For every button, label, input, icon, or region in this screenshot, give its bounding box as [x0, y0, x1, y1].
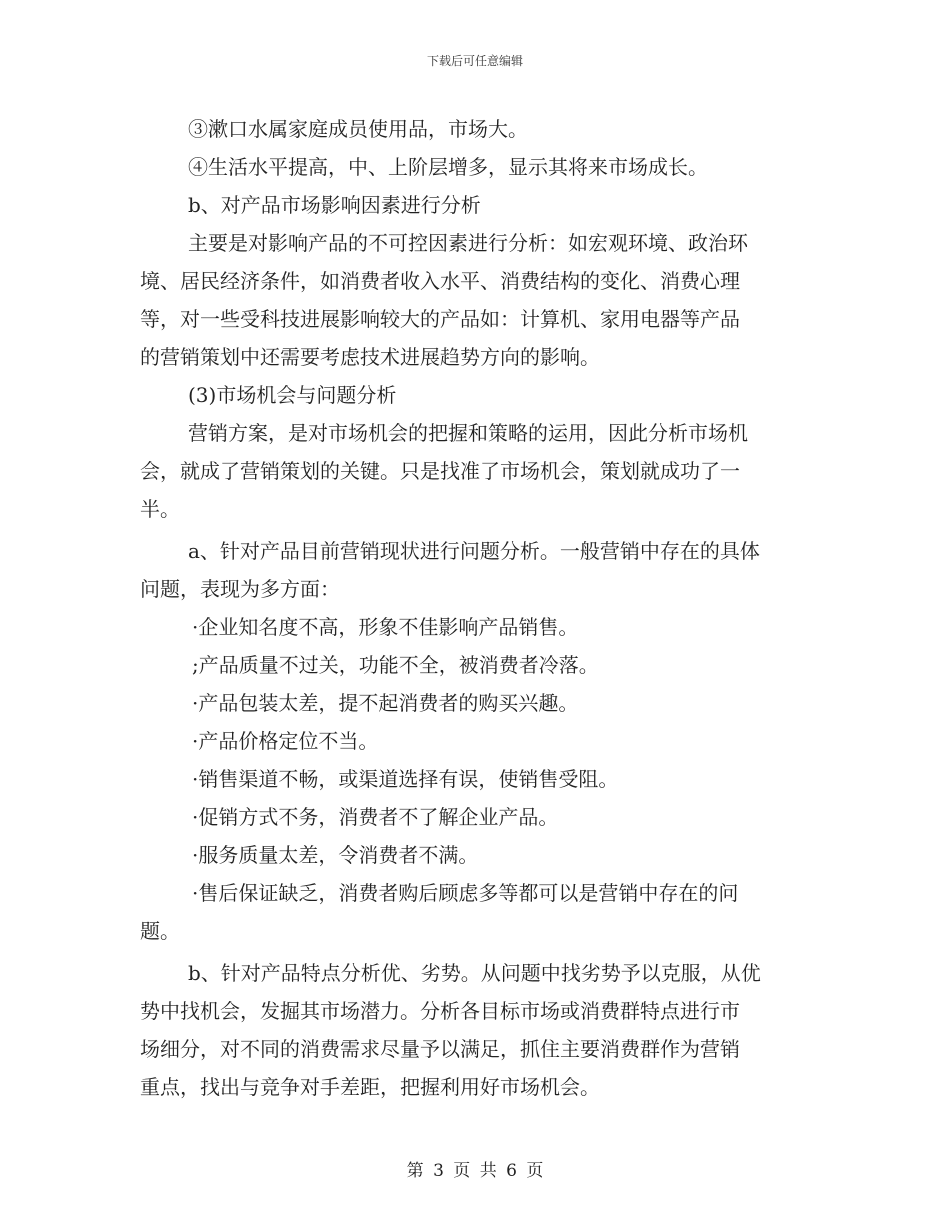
paragraph-line: 的营销策划中还需要考虑技术进展趋势方向的影响。 [140, 345, 600, 369]
list-item: ·企业知名度不高，形象不佳影响产品销售。 [192, 615, 579, 639]
paragraph-line: b、针对产品特点分析优、劣势。从问题中找劣势予以克服，从优 [188, 961, 761, 985]
paragraph-line: ④生活水平提高，中、上阶层增多，显示其将来市场成长。 [188, 155, 708, 179]
paragraph-line: 题。 [140, 919, 180, 943]
paragraph-line: 重点，找出与竞争对手差距，把握利用好市场机会。 [140, 1075, 600, 1099]
page-footer: 第 3 页 共 6 页 [406, 1161, 544, 1181]
paragraph-line: b、对产品市场影响因素进行分析 [188, 193, 481, 217]
list-item: ·产品价格定位不当。 [192, 729, 379, 753]
document-body [140, 110, 820, 1106]
paragraph-line: 主要是对影响产品的不可控因素进行分析：如宏观环境、政治环 [188, 231, 748, 255]
paragraph-line: 等，对一些受科技进展影响较大的产品如：计算机、家用电器等产品 [140, 307, 740, 331]
paragraph-line: 营销方案，是对市场机会的把握和策略的运用，因此分析市场机 [188, 421, 748, 445]
paragraph-line: 势中找机会，发掘其市场潜力。分析各目标市场或消费群特点进行市 [140, 999, 740, 1023]
list-item: ;产品质量不过关，功能不全，被消费者冷落。 [192, 653, 599, 677]
list-item: ·服务质量太差，令消费者不满。 [192, 843, 479, 867]
list-item: ·销售渠道不畅，或渠道选择有误，使销售受阻。 [192, 767, 619, 791]
paragraph-line: a、针对产品目前营销现状进行问题分析。一般营销中存在的具体 [188, 539, 760, 563]
paragraph-line: 会，就成了营销策划的关键。只是找准了市场机会，策划就成功了一 [140, 459, 740, 483]
list-item: ·售后保证缺乏，消费者购后顾虑多等都可以是营销中存在的问 [192, 881, 739, 905]
list-item: ·促销方式不务，消费者不了解企业产品。 [192, 805, 559, 829]
section-heading: (3)市场机会与问题分析 [188, 383, 397, 407]
paragraph-line: 半。 [140, 497, 180, 521]
list-item: ·产品包装太差，提不起消费者的购买兴趣。 [192, 691, 579, 715]
paragraph-line: 境、居民经济条件，如消费者收入水平、消费结构的变化、消费心理 [140, 269, 740, 293]
page-header: 下载后可任意编辑 [426, 54, 523, 68]
paragraph-line: 场细分，对不同的消费需求尽量予以满足，抓住主要消费群作为营销 [140, 1037, 740, 1061]
paragraph-line: 问题，表现为多方面： [140, 577, 340, 601]
paragraph-line: ③漱口水属家庭成员使用品，市场大。 [188, 117, 528, 141]
